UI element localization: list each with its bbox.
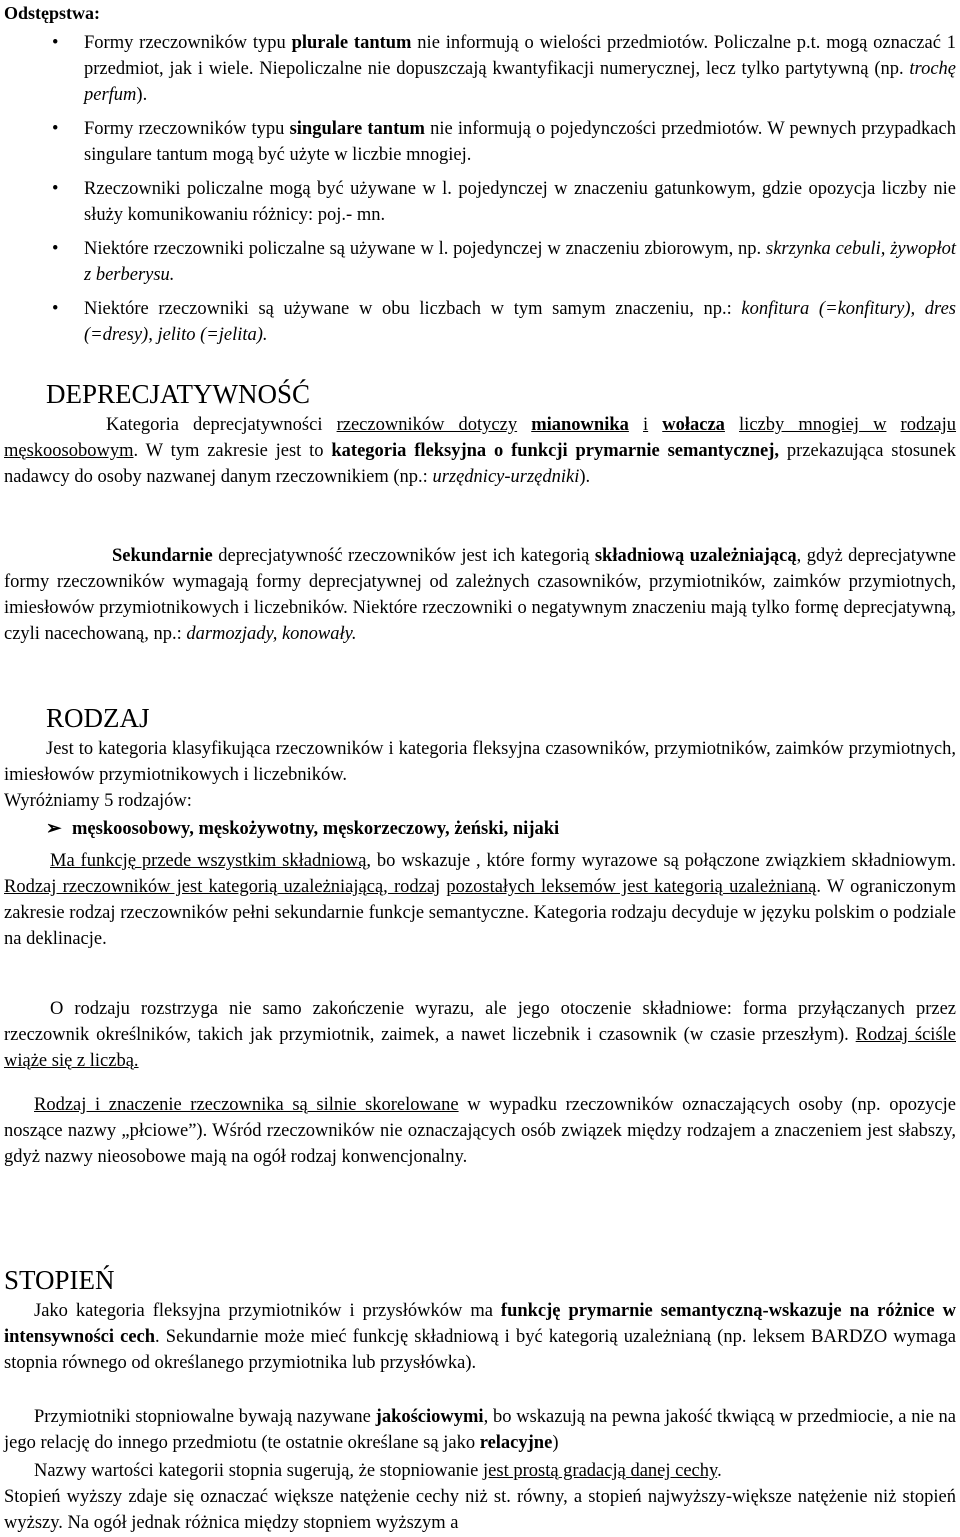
deprecjatywnosc-paragraph-1: Kategoria deprecjatywności rzeczowników dotyczy mianownika i wołacza liczby mnogiej w rodzaju męskoosobowym. W tym zakresie jest to kategoria fleksyjna o funkcji prymarnie semantycznej, przekazująca stosunek nadawcy do osoby nazwanej danym rzeczownikiem (np.: urzędnicy-urzędniki). [4, 415, 957, 487]
bullet-icon: • [52, 33, 59, 53]
deprecjatywnosc-paragraph-2: Sekundarnie deprecjatywność rzeczowników jest ich kategorią składniową uzależniającą, gdyż deprecjatywne formy rzeczowników wymagają formy deprecjatywnej od zależnych czasowników, przymiotników, zaimków przymiotnych, imiesłowów przymiotnikowych i liczebników. Niektóre rzeczowniki o negatywnym znaczeniu mają tylko formę deprecjatywną, czyli nacechowaną, np.: darmozjady, konowały. [4, 546, 956, 644]
bullet-icon: • [52, 179, 59, 199]
stopien-paragraph-1: Jako kategoria fleksyjna przymiotników i przysłówków ma funkcję prymarnie semantyczną-wskazuje na różnice w intensywności cech. Sekundarnie może mieć funkcję składniową i być kategorią uzależnianą (np. leksem BARDZO wymaga stopnia równego od określanego przymiotnika lub przysłówka). [4, 1301, 956, 1373]
list-item: • Rzeczowniki policzalne mogą być używane w l. pojedynczej w znaczeniu gatunkowym, gdzie opozycja liczby nie służy komunikowaniu różnicy: poj.- mn. [0, 176, 956, 228]
rodzaj-paragraph-4: Rodzaj i znaczenie rzeczownika są silnie skorelowane w wypadku rzeczowników oznaczających osoby (np. opozycje noszące nazwy „płciowe”). Wśród rzeczowników nie oznaczających osób związek między rodzajem a znaczeniem jest słabszy, gdyż nazwy nieosobowe mają na ogół rodzaj konwencjonalny. [4, 1095, 956, 1167]
list-item: • Niektóre rzeczowniki są używane w obu liczbach w tym samym znaczeniu, np.: konfitura (=konfitury), dres (=dresy), jelito (=jelita). [0, 296, 956, 348]
list-item: • Formy rzeczowników typu plurale tantum nie informują o wielości przedmiotów. Policzalne p.t. mogą oznaczać 1 przedmiot, jak i wiele. Niepoliczalne nie dopuszczają kwantyfikacji numerycznej, lecz tylko partytywną (np. trochę perfum). [0, 30, 956, 108]
list-item: • Niektóre rzeczowniki policzalne są używane w l. pojedynczej w znaczeniu zbiorowym, np. skrzynka cebuli, żywopłot z berberysu. [0, 236, 956, 288]
stopien-heading: STOPIEŃ [4, 1265, 115, 1295]
bullet-icon: • [52, 239, 59, 259]
stopien-paragraph-2: Przymiotniki stopniowalne bywają nazywane jakościowymi, bo wskazują na pewna jakość tkwiącą w przedmiocie, a nie na jego relację do innego przedmiotu (te ostatnie określane są jako relacyjne) [4, 1407, 957, 1453]
rodzaj-paragraph-3: O rodzaju rozstrzyga nie samo zakończenie wyrazu, ale jego otoczenie składniowe: forma przyłączanych przez rzeczownik określników, takich jak przymiotnik, zaimek, a nawet liczebnik i czasownik (w czasie przeszłym). Rodzaj ściśle wiąże się z liczbą. [4, 999, 956, 1071]
odstepstwa-heading: Odstępstwa: [4, 3, 101, 23]
bullet-icon: • [52, 119, 59, 139]
rodzaj-count-line: Wyróżniamy 5 rodzajów: [4, 791, 192, 811]
bullet-icon: • [52, 299, 59, 319]
stopien-paragraph-4: Stopień wyższy zdaje się oznaczać większe natężenie cechy niż st. równy, a stopień najwyższy-większe natężenie niż stopień wyższy. Na ogół jednak różnica między stopniem wyższym a [4, 1487, 956, 1533]
stopien-paragraph-3: Nazwy wartości kategorii stopnia sugerują, że stopniowanie jest prostą gradacją danej cechy. [34, 1461, 722, 1481]
deprecjatywnosc-heading: DEPRECJATYWNOŚĆ [46, 379, 311, 409]
rodzaj-paragraph-1: Jest to kategoria klasyfikująca rzeczowników i kategoria fleksyjna czasowników, przymiotników, zaimków przymiotnych, imiesłowów przymiotnikowych i liczebników. [4, 739, 956, 785]
rodzaj-paragraph-2: Ma funkcję przede wszystkim składniową, bo wskazuje , które formy wyrazowe są połączone związkiem składniowym. Rodzaj rzeczowników jest kategorią uzależniającą, rodzaj pozostałych leksemów jest kategorią uzależnianą. W ograniczonym zakresie rodzaj rzeczowników pełni sekundarnie funkcje semantyczne. Kategoria rodzaju decyduje w języku polskim o podziale na deklinacje. [4, 851, 957, 949]
rodzaj-heading: RODZAJ [46, 703, 150, 733]
odstepstwa-list [0, 30, 956, 356]
rodzaj-types-item: ➢ męskoosobowy, męskożywotny, męskorzeczowy, żeński, nijaki [46, 816, 559, 842]
list-item: • Formy rzeczowników typu singulare tantum nie informują o pojedynczości przedmiotów. W pewnych przypadkach singulare tantum mogą być użyte w liczbie mnogiej. [0, 116, 956, 168]
arrow-bullet-icon: ➢ [46, 819, 62, 839]
